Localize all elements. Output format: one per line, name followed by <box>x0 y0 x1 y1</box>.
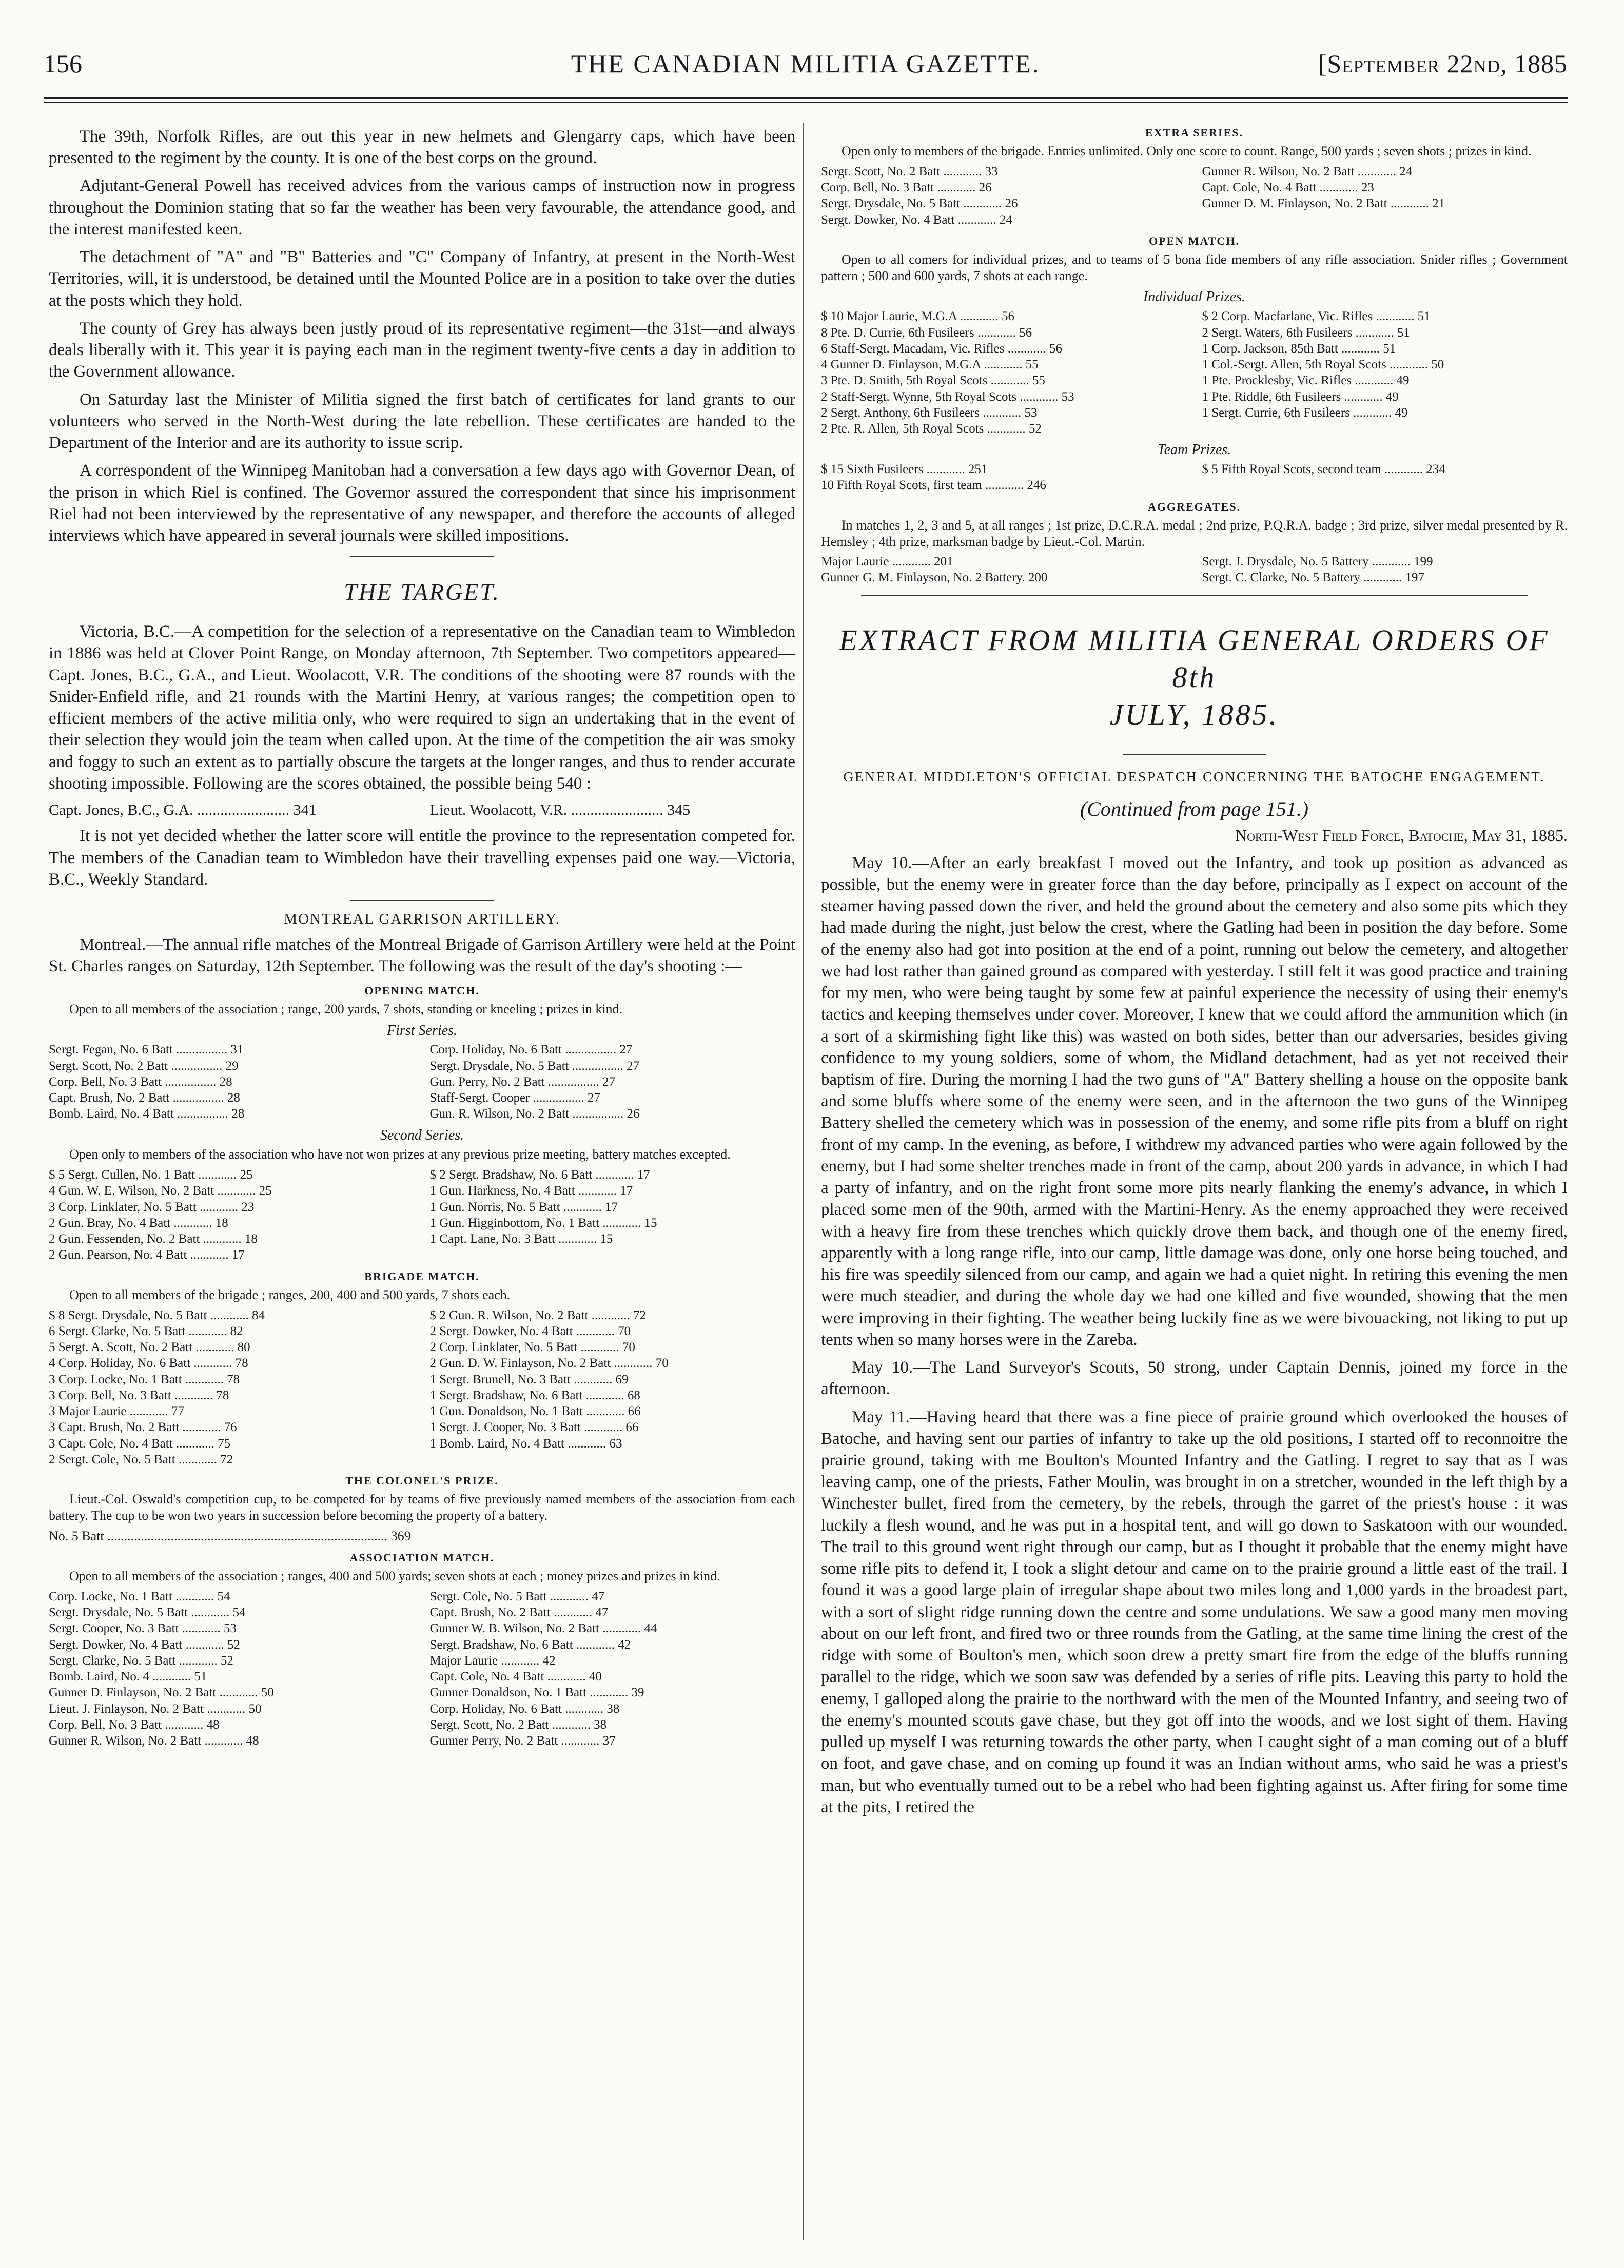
score-row: $ 10 Major Laurie, M.G.A ............ 56 <box>821 309 1015 324</box>
score-row: Sergt. Drysdale, No. 5 Batt ............ 54 <box>49 1606 246 1620</box>
score-row: 3 Capt. Cole, No. 4 Batt ............ 75 <box>49 1436 231 1451</box>
score-row: 1 Bomb. Laird, No. 4 Batt ............ 63 <box>429 1436 622 1451</box>
score-row: 1 Corp. Jackson, 85th Batt ............ 51 <box>1202 341 1396 356</box>
intro-paragraphs <box>49 126 795 546</box>
score-row <box>1202 212 1568 228</box>
score-row: 2 Sergt. Waters, 6th Fusileers ............ 51 <box>1202 325 1410 340</box>
score-row: 2 Gun. Bray, No. 4 Batt ............ 18 <box>49 1216 228 1230</box>
score-row: Sergt. Drysdale, No. 5 Batt ................ 27 <box>429 1059 640 1073</box>
score-row: 1 Gun. Harkness, No. 4 Batt ............ 17 <box>429 1184 633 1198</box>
score-row: 3 Major Laurie ............ 77 <box>49 1404 184 1419</box>
paragraph: Victoria, B.C.—A competition for the selection of a representative on the Canadian team to Wimbledon in 1886 was held at Clover Point Range, on Monday afternoon, 7th September. Two competitors appeared—Capt. Jones, B.C., G.A., and Lieut. Woolacott, V.R. The conditions of the shooting were 87 rounds with the Snider-Enfield rifle, and 21 rounds with the Martini Henry, at various ranges; the competition open to efficient members of the active militia only, who were required to sign an undertaking that in the event of their selection they would join the team when called upon. At the time of the competition the air was smoky and foggy to such an extent as to partially obscure the targets at the longer ranges, and thus to render accurate shooting impossible. Following are the scores obtained, the possible being 540 : <box>49 622 795 793</box>
score-row: Sergt. Scott, No. 2 Batt ................ 29 <box>49 1059 239 1073</box>
score-row: Gunner W. B. Wilson, No. 2 Batt ............ 44 <box>429 1621 657 1636</box>
second-series-note: Open only to members of the association who have not won prizes at any previous prize meeting, battery matches excepted. <box>69 1147 731 1162</box>
opening-match-head: OPENING MATCH. <box>364 984 480 997</box>
score-row: 1 Gun. Norris, No. 5 Batt ............ 17 <box>429 1200 618 1214</box>
score-row: $ 5 Fifth Royal Scots, second team ............ 234 <box>1202 462 1445 477</box>
score-row: $ 2 Gun. R. Wilson, No. 2 Batt ............ 72 <box>429 1308 646 1322</box>
page-header <box>44 49 1568 90</box>
score-row: $ 8 Sergt. Drysdale, No. 5 Batt ............ 84 <box>49 1308 265 1322</box>
dateline: North-West Field Force, Batoche, May 31, 1885. <box>1235 826 1568 845</box>
aggregates-note: In matches 1, 2, 3 and 5, at all ranges ; 1st prize, D.C.R.A. medal ; 2nd prize, P.Q.R.A. badge ; 3rd prize, silver medal presented by R. Hemsley ; 4th prize, marksman badge by Lieut.-Col. Martin. <box>821 517 1568 549</box>
first-series-table <box>49 1042 795 1122</box>
score-row: 1 Sergt. Bradshaw, No. 6 Batt ............ 68 <box>429 1388 640 1402</box>
score-row: 3 Corp. Bell, No. 3 Batt ............ 78 <box>49 1388 229 1402</box>
association-match-head: ASSOCIATION MATCH. <box>349 1551 495 1565</box>
score-row: Lieut. J. Finlayson, No. 2 Batt ............ 50 <box>49 1702 262 1716</box>
score-row: Sergt. Dowker, No. 4 Batt ............ 24 <box>821 212 1012 227</box>
paragraph: The detachment of "A" and "B" Batteries and "C" Company of Infantry, at present in the North-West Territories, will, it is understood, be detained until the Mounted Police are in a position to take over the duties at the posts which they hold. <box>49 248 795 310</box>
paragraph: May 10.—After an early breakfast I moved out the Infantry, and took up position as advanced as possible, but the enemy were in greater force than the day before, principally as I expect on account of the steamer having passed down the river, and held the ground about the cemetery and also some pits which they had made during the night, just below the crest, where the Gatling had been in position the day before. Some of the enemy also had got into position at the end of a point, running out below the cemetery, and altogether we had lost rather than gained ground as compared with yesterday. I still felt it was good practice and training for my men, who were being taught by some few at painful experience the necessity of using their enemy's tactics and keeping themselves under cover. Moreover, I knew that we could afford the ammunition which (in a sort of a skirmishing fight like this) was wasted on both sides, better than our adversaries, besides giving confidence to my young soldiers, some of whom, the Midland detachment, had as yet not received their baptism of fire. During the morning I had the two guns of "A" Battery shelling a house on the opposite bank and some bluffs where some of the enemy were seen, and in the afternoon the two guns of the Winnipeg Battery shelled the cemetery which was in possession of the enemy, and some rifle pits from a bluff on right front of my camp. In the evening, as before, I withdrew my advanced parties who were again followed by the enemy, but I had some shelter trenches made in front of the camp, about 200 yards in advance, in which I had a party of infantry, and on the right front some more pits nearly flanking the enemy's advance, in which I placed some men of the 90th, armed with the Martini-Henry. As the enemy approached they were received with a heavy fire from these trenches which quickly drove them back, and though one of the enemy fired, apparently with a long range rifle, into our camp, little damage was done, only one horse being touched, and his fire was speedily silenced from our camp, and again we had a quiet night. In retiring this evening the men were much steadier, and during the whole day we had one killed and five wounded, showing that the men were improving in their fighting. The weather being luckily fine as we were bivouacking, not liking to put up tents when so many horses were in the Zareba. <box>821 853 1568 1349</box>
extract-title-line: EXTRACT FROM MILITIA GENERAL ORDERS OF 8th <box>839 623 1550 694</box>
section-rule <box>1123 754 1266 755</box>
header-rule <box>44 97 1568 99</box>
extra-series-head: EXTRA SERIES. <box>1145 126 1244 139</box>
score-row: Corp. Bell, No. 3 Batt ................ 28 <box>49 1074 232 1089</box>
paragraph: May 11.—Having heard that there was a fine piece of prairie ground which overlooked the houses of Batoche, and having sent our parties of infantry to take up the old positions, I started off to reconnoitre the prairie ground, taking with me Boulton's Mounted Infantry and the Gatling. I regret to say that as I was leaving camp, one of the priests, Father Moulin, was brought in on a stretcher, wounded in the left thigh by a Winchester bullet, fired from the cemetery, by the rebels, through the garret of the priest's house : it was luckily a flesh wound, and he was put in a hospital tent, and will go down to Saskatoon with our wounded. The trail to this ground went right through our camp, but as I thought it probable that the enemy might have some rifle pits to defend it, I took a slight detour and came on to the prairie ground a little east of the trail. I found it was a good large plain of irregular shape about two miles long and 1,000 yards in the broadest part, with a sort of slight ridge running down the centre and some undulations. We saw a good many men moving about on our left front, and fired two or three rounds from the Gatling, at the same time lining the crest of the ridge with some of Boulton's men, which soon drew a pretty smart fire from the edge of the bluffs running parallel to the ridge, which we soon saw was defended by a series of rifle pits. Leaving this party to hold the enemy, I galloped along the prairie to the northward with the men of the Mounted Infantry, and seeing two of the enemy's mounted scouts gave chase, but they got off into the woods, and we lost sight of them. Having pulled up myself I was returning towards the other party, when I caught sight of a man coming out of a bluff on foot, and gave chase, and on coming up found it was an Indian without arms, who said he was a priest's man, but who eventually turned out to be a rebel who had been fighting against us. After firing for some time at the pits, I retired the <box>821 1407 1568 1816</box>
score-row: 1 Gun. Higginbottom, No. 1 Batt ............ 15 <box>429 1216 657 1230</box>
score-row: 5 Sergt. A. Scott, No. 2 Batt ............ 80 <box>49 1340 250 1355</box>
association-match-note: Open to all members of the association ; ranges, 400 and 500 yards; seven shots at each ; money prizes and prizes in kind. <box>69 1569 720 1584</box>
score-row: Corp. Locke, No. 1 Batt ............ 54 <box>49 1589 230 1604</box>
score-row: 3 Corp. Linklater, No. 5 Batt ............ 23 <box>49 1200 255 1214</box>
score-row: 2 Sergt. Anthony, 6th Fusileers ............ 53 <box>821 405 1038 420</box>
score-row: Sergt. C. Clarke, No. 5 Battery ............ 197 <box>1202 571 1425 585</box>
score-row: Sergt. Dowker, No. 4 Batt ............ 52 <box>49 1637 240 1652</box>
score-row: 1 Sergt. Brunell, No. 3 Batt ............ 69 <box>429 1372 629 1386</box>
score-row: Corp. Holiday, No. 6 Batt ............ 38 <box>429 1702 620 1716</box>
score-row <box>430 1247 796 1263</box>
score-row: Gunner G. M. Finlayson, No. 2 Battery. 200 <box>821 571 1048 585</box>
paragraph: The county of Grey has always been justly proud of its representative regiment—the 31st—and always deals liberally with it. This year it is paying each man in the regiment twenty-five cents a day in addition to the Government allowance. <box>49 319 795 381</box>
team-prizes-head: Team Prizes. <box>1157 442 1231 458</box>
score-row: Gunner R. Wilson, No. 2 Batt ............ 24 <box>1202 164 1413 179</box>
score-row: 4 Gun. W. E. Wilson, No. 2 Batt ............ 25 <box>49 1184 272 1198</box>
score-row: 2 Gun. D. W. Finlayson, No. 2 Batt ............ 70 <box>429 1356 669 1371</box>
score-row: 4 Corp. Holiday, No. 6 Batt ............ 78 <box>49 1356 248 1371</box>
score-row: $ 2 Sergt. Bradshaw, No. 6 Batt ............ 17 <box>429 1168 650 1182</box>
open-match-note: Open to all comers for individual prizes, and to teams of 5 bona fide members of any rifle association. Snider rifles ; Government pattern ; 500 and 600 yards, 7 shots at each range. <box>821 252 1568 283</box>
score-row: Capt. Brush, No. 2 Batt ............ 47 <box>429 1606 609 1620</box>
score-row <box>1202 477 1568 493</box>
extract-title-line: JULY, 1885. <box>1109 697 1279 731</box>
score-row: Staff-Sergt. Cooper ................ 27 <box>429 1091 600 1105</box>
despatch-subtitle: GENERAL MIDDLETON'S OFFICIAL DESPATCH CONCERNING THE BATOCHE ENGAGEMENT. <box>843 769 1545 785</box>
colonel-prize-note: Lieut.-Col. Oswald's competition cup, to be competed for by teams of five previously named members of the association from each battery. The cup to be won two years in succession before becoming the property of a battery. <box>49 1492 795 1523</box>
continued-note: (Continued from page 151.) <box>1080 797 1309 820</box>
section-rule <box>350 900 494 901</box>
score-row: 4 Gunner D. Finlayson, M.G.A ............ 55 <box>821 358 1039 372</box>
colonel-prize-score: No. 5 Batt .................................................................................... 369 <box>49 1528 411 1543</box>
score-row: $ 5 Sergt. Cullen, No. 1 Batt ............ 25 <box>49 1168 253 1182</box>
score-row <box>430 1452 796 1468</box>
extra-series-table <box>821 164 1568 228</box>
score-row: 3 Capt. Brush, No. 2 Batt ............ 76 <box>49 1420 237 1435</box>
score-row: 1 Sergt. Currie, 6th Fusileers ............ 49 <box>1202 405 1408 420</box>
page-number: 156 <box>44 49 82 78</box>
target-section-title: THE TARGET. <box>344 579 500 605</box>
score-row: Sergt. Clarke, No. 5 Batt ............ 52 <box>49 1653 233 1668</box>
score-row: Bomb. Laird, No. 4 Batt ................ 28 <box>49 1107 245 1121</box>
score-row: 6 Sergt. Clarke, No. 5 Batt ............ 82 <box>49 1324 243 1338</box>
score-row: 3 Corp. Locke, No. 1 Batt ............ 78 <box>49 1372 240 1386</box>
left-column <box>49 126 795 1752</box>
paragraph: A correspondent of the Winnipeg Manitoban had a conversation a few days ago with Governor Dean, of the prison in which Riel is confined. The Governor assured the correspondent that since his imprisonment Riel had not been interviewed by the representative of any newspaper, and therefore the accounts of alleged interviews which have appeared in several journals were skilled impositions. <box>49 461 795 545</box>
score-row: Gunner D. M. Finlayson, No. 2 Batt ............ 21 <box>1202 197 1445 211</box>
open-match-head: OPEN MATCH. <box>1149 234 1240 247</box>
colonel-prize-head: THE COLONEL'S PRIZE. <box>345 1474 499 1488</box>
score-row: 1 Pte. Riddle, 6th Fusileers ............ 49 <box>1202 389 1399 404</box>
second-series-table <box>49 1167 795 1263</box>
score-row: 6 Staff-Sergt. Macadam, Vic. Rifles ............ 56 <box>821 341 1062 356</box>
score-row: Sergt. Cooper, No. 3 Batt ............ 53 <box>49 1621 237 1636</box>
score-row <box>1202 421 1568 437</box>
score-row: 2 Staff-Sergt. Wynne, 5th Royal Scots ............ 53 <box>821 389 1074 404</box>
score-row: 2 Sergt. Dowker, No. 4 Batt ............ 70 <box>429 1324 631 1338</box>
score-line: Capt. Jones, B.C., G.A. ........................ 341 <box>49 801 317 818</box>
score-row: Sergt. Scott, No. 2 Batt ............ 38 <box>429 1717 607 1732</box>
score-row: Sergt. Cole, No. 5 Batt ............ 47 <box>429 1589 605 1604</box>
score-row: Gun. Perry, No. 2 Batt ................ 27 <box>429 1074 616 1089</box>
score-line: Lieut. Woolacott, V.R. ........................ 345 <box>429 801 691 818</box>
score-row: Corp. Bell, No. 3 Batt ............ 26 <box>821 181 992 195</box>
score-row: 10 Fifth Royal Scots, first team ............ 246 <box>821 478 1046 493</box>
score-row: 2 Gun. Fessenden, No. 2 Batt ............ 18 <box>49 1232 258 1246</box>
section-rule <box>350 556 494 557</box>
score-row: $ 15 Sixth Fusileers ............ 251 <box>821 462 988 477</box>
extra-series-note: Open only to members of the brigade. Entries unlimited. Only one score to count. Range, 500 yards ; seven shots ; prizes in kind. <box>842 144 1532 159</box>
score-row: Corp. Holiday, No. 6 Batt ................ 27 <box>429 1043 633 1057</box>
column-divider <box>803 123 804 2240</box>
paragraph: On Saturday last the Minister of Militia signed the first batch of certificates for land grants to our volunteers who served in the North-West during the late rebellion. These certificates are handed to the Department of the Interior and are its authority to issue scrip. <box>49 390 795 453</box>
aggregates-head: AGGREGATES. <box>1147 500 1241 513</box>
score-row: Sergt. Scott, No. 2 Batt ............ 33 <box>821 164 998 179</box>
score-row: Gun. R. Wilson, No. 2 Batt ................ 26 <box>429 1107 640 1121</box>
score-row: Capt. Cole, No. 4 Batt ............ 40 <box>429 1670 602 1684</box>
issue-date: [September 22nd, 1885 <box>1318 49 1568 78</box>
score-row: Sergt. Drysdale, No. 5 Batt ............ 26 <box>821 197 1018 211</box>
score-row: 2 Sergt. Cole, No. 5 Batt ............ 72 <box>49 1452 233 1467</box>
header-rule-thin <box>44 102 1568 103</box>
score-row: Capt. Brush, No. 2 Batt ................ 28 <box>49 1091 240 1105</box>
score-row: Gunner Donaldson, No. 1 Batt ............ 39 <box>429 1686 644 1700</box>
score-row: Gunner R. Wilson, No. 2 Batt ............ 48 <box>49 1734 259 1748</box>
section-rule <box>861 595 1528 596</box>
score-row: Capt. Cole, No. 4 Batt ............ 23 <box>1202 181 1374 195</box>
target-scores <box>49 800 795 820</box>
second-series-head: Second Series. <box>380 1127 464 1143</box>
score-row: 1 Gun. Donaldson, No. 1 Batt ............ 66 <box>429 1404 641 1419</box>
score-row: Sergt. J. Drysdale, No. 5 Battery ............ 199 <box>1202 555 1433 569</box>
score-row: 1 Pte. Procklesby, Vic. Rifles ............ 49 <box>1202 374 1410 388</box>
score-row: 2 Corp. Linklater, No. 5 Batt ............ 70 <box>429 1340 635 1355</box>
score-row: 1 Capt. Lane, No. 3 Batt ............ 15 <box>429 1232 613 1246</box>
garrison-title: MONTREAL GARRISON ARTILLERY. <box>284 911 560 928</box>
paragraph: May 10.—The Land Surveyor's Scouts, 50 strong, under Captain Dennis, joined my force in the afternoon. <box>821 1358 1568 1399</box>
score-row: Corp. Bell, No. 3 Batt ............ 48 <box>49 1717 220 1732</box>
score-row: Bomb. Laird, No. 4 ............ 51 <box>49 1670 207 1684</box>
score-row: Sergt. Fegan, No. 6 Batt ................ 31 <box>49 1043 244 1057</box>
score-row: 3 Pte. D. Smith, 5th Royal Scots ............ 55 <box>821 374 1045 388</box>
first-series-head: First Series. <box>387 1022 457 1039</box>
opening-match-note: Open to all members of the association ; range, 200 yards, 7 shots, standing or kneeling ; prizes in kind. <box>69 1001 623 1016</box>
publication-title: THE CANADIAN MILITIA GAZETTE. <box>571 49 1041 78</box>
score-row: Gunner D. Finlayson, No. 2 Batt ............ 50 <box>49 1686 274 1700</box>
score-row: Gunner Perry, No. 2 Batt ............ 37 <box>429 1734 616 1748</box>
extract-title <box>821 622 1568 734</box>
paragraph: Adjutant-General Powell has received advices from the various camps of instruction now in progress throughout the Dominion stating that so far the weather has been very favourable, the attendance good, and the interest manifested keen. <box>49 177 795 239</box>
association-match-table <box>49 1589 795 1749</box>
team-prizes-table <box>821 461 1568 494</box>
score-row: 1 Col.-Sergt. Allen, 5th Royal Scots ............ 50 <box>1202 358 1444 372</box>
score-row: 2 Gun. Pearson, No. 4 Batt ............ 17 <box>49 1248 245 1262</box>
brigade-match-table <box>49 1307 795 1468</box>
score-row: Major Laurie ............ 201 <box>821 555 953 569</box>
score-row: $ 2 Corp. Macfarlane, Vic. Rifles ............ 51 <box>1202 309 1431 324</box>
score-row: Major Laurie ............ 42 <box>429 1653 556 1668</box>
paragraph: It is not yet decided whether the latter score will entitle the province to the representation competed for. The members of the Canadian team to Wimbledon have their travelling expenses paid one way.—Victoria, B.C., Weekly Standard. <box>49 827 795 889</box>
paragraph: Montreal.—The annual rifle matches of the Montreal Brigade of Garrison Artillery were held at the Point St. Charles ranges on Saturday, 12th September. The following was the result of the day's shooting :— <box>49 935 795 976</box>
score-row: 1 Sergt. J. Cooper, No. 3 Batt ............ 66 <box>429 1420 639 1435</box>
right-column <box>821 126 1568 1824</box>
individual-prizes-table <box>821 308 1568 437</box>
score-row: 8 Pte. D. Currie, 6th Fusileers ............ 56 <box>821 325 1032 340</box>
brigade-match-head: BRIGADE MATCH. <box>364 1269 480 1283</box>
score-row: Sergt. Bradshaw, No. 6 Batt ............ 42 <box>429 1637 631 1652</box>
individual-prizes-head: Individual Prizes. <box>1143 289 1246 305</box>
paragraph: The 39th, Norfolk Rifles, are out this year in new helmets and Glengarry caps, which have been presented to the regiment by the county. It is one of the best corps on the ground. <box>49 127 795 168</box>
aggregates-table <box>821 554 1568 586</box>
score-row: 2 Pte. R. Allen, 5th Royal Scots ............ 52 <box>821 422 1042 436</box>
brigade-match-note: Open to all members of the brigade ; ranges, 200, 400 and 500 yards, 7 shots each. <box>69 1287 511 1302</box>
